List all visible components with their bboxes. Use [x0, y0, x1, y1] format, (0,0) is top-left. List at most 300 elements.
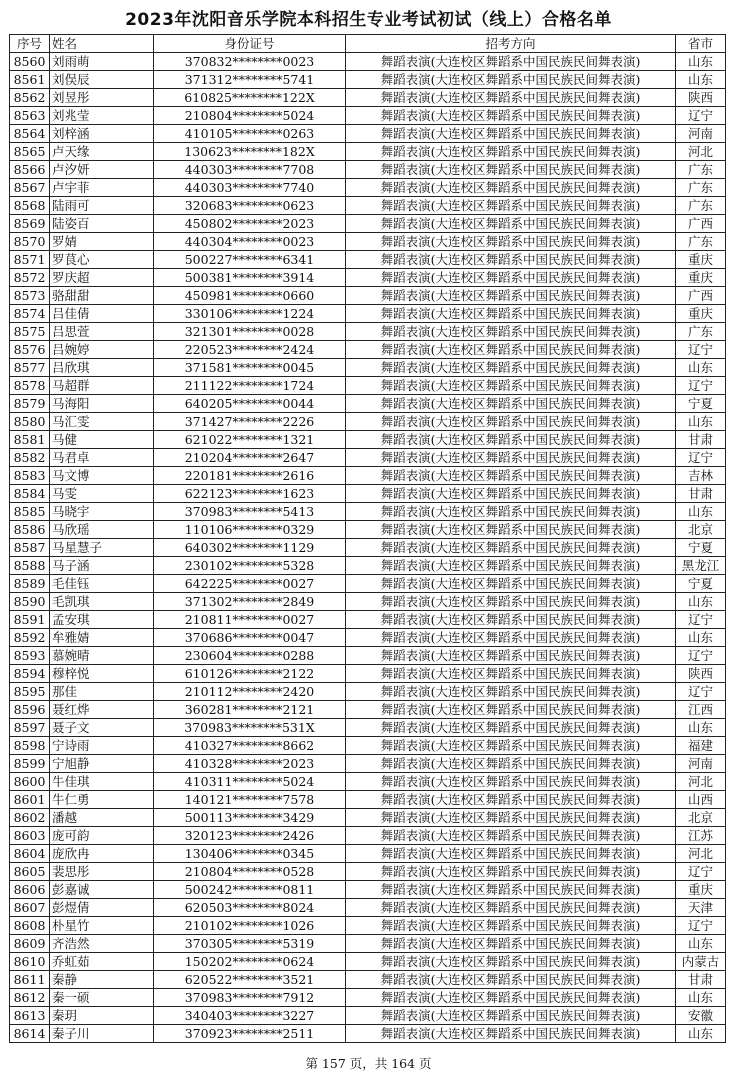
cell-name: 骆甜甜: [50, 287, 154, 305]
cell-direction: 舞蹈表演(大连校区舞蹈系中国民族民间舞表演): [346, 179, 676, 197]
page-title: 2023年沈阳音乐学院本科招生专业考试初试（线上）合格名单: [125, 10, 612, 30]
cell-id-number: 210804********0528: [154, 863, 346, 881]
table-row: [10, 449, 726, 467]
cell-direction: 舞蹈表演(大连校区舞蹈系中国民族民间舞表演): [346, 809, 676, 827]
cell-serial: 8578: [10, 377, 50, 395]
cell-direction: 舞蹈表演(大连校区舞蹈系中国民族民间舞表演): [346, 359, 676, 377]
cell-direction: 舞蹈表演(大连校区舞蹈系中国民族民间舞表演): [346, 647, 676, 665]
cell-id-number: 620522********3521: [154, 971, 346, 989]
cell-name: 宁旭静: [50, 755, 154, 773]
cell-province: 黑龙江: [676, 557, 726, 575]
cell-name: 毛佳钰: [50, 575, 154, 593]
cell-name: 吕婉婷: [50, 341, 154, 359]
table-row: [10, 899, 726, 917]
cell-province: 宁夏: [676, 539, 726, 557]
cell-province: 天津: [676, 899, 726, 917]
cell-serial: 8579: [10, 395, 50, 413]
cell-province: 重庆: [676, 881, 726, 899]
table-row: [10, 431, 726, 449]
cell-id-number: 130623********182X: [154, 143, 346, 161]
cell-id-number: 371581********0045: [154, 359, 346, 377]
cell-name: 宁诗雨: [50, 737, 154, 755]
table-row: [10, 575, 726, 593]
table-row: [10, 737, 726, 755]
cell-name: 卢汐妍: [50, 161, 154, 179]
table-row: [10, 269, 726, 287]
cell-direction: 舞蹈表演(大连校区舞蹈系中国民族民间舞表演): [346, 395, 676, 413]
table-body: [10, 53, 726, 1043]
cell-province: 重庆: [676, 251, 726, 269]
cell-id-number: 610825********122X: [154, 89, 346, 107]
cell-province: 广东: [676, 233, 726, 251]
cell-id-number: 110106********0329: [154, 521, 346, 539]
table-row: [10, 557, 726, 575]
cell-id-number: 320683********0623: [154, 197, 346, 215]
cell-province: 山东: [676, 719, 726, 737]
table-row: [10, 197, 726, 215]
table-row: [10, 53, 726, 71]
cell-province: 安徽: [676, 1007, 726, 1025]
cell-direction: 舞蹈表演(大连校区舞蹈系中国民族民间舞表演): [346, 53, 676, 71]
cell-serial: 8607: [10, 899, 50, 917]
cell-province: 山东: [676, 53, 726, 71]
cell-id-number: 440303********7740: [154, 179, 346, 197]
cell-serial: 8612: [10, 989, 50, 1007]
cell-serial: 8575: [10, 323, 50, 341]
cell-id-number: 440303********7708: [154, 161, 346, 179]
cell-id-number: 500381********3914: [154, 269, 346, 287]
cell-serial: 8571: [10, 251, 50, 269]
cell-serial: 8570: [10, 233, 50, 251]
table-row: [10, 413, 726, 431]
cell-serial: 8611: [10, 971, 50, 989]
cell-serial: 8609: [10, 935, 50, 953]
cell-name: 牟雅婧: [50, 629, 154, 647]
cell-serial: 8569: [10, 215, 50, 233]
cell-direction: 舞蹈表演(大连校区舞蹈系中国民族民间舞表演): [346, 269, 676, 287]
cell-province: 山东: [676, 989, 726, 1007]
cell-serial: 8581: [10, 431, 50, 449]
cell-id-number: 220181********2616: [154, 467, 346, 485]
cell-id-number: 371427********2226: [154, 413, 346, 431]
cell-serial: 8608: [10, 917, 50, 935]
cell-province: 甘肃: [676, 431, 726, 449]
cell-name: 牛佳琪: [50, 773, 154, 791]
cell-serial: 8563: [10, 107, 50, 125]
cell-direction: 舞蹈表演(大连校区舞蹈系中国民族民间舞表演): [346, 377, 676, 395]
cell-province: 河南: [676, 755, 726, 773]
table-row: [10, 953, 726, 971]
table-row: [10, 719, 726, 737]
cell-name: 马文博: [50, 467, 154, 485]
cell-province: 山西: [676, 791, 726, 809]
header-direction: 招考方向: [346, 35, 676, 53]
table-row: [10, 485, 726, 503]
cell-id-number: 321301********0028: [154, 323, 346, 341]
cell-name: 卢宇菲: [50, 179, 154, 197]
cell-name: 刘雨萌: [50, 53, 154, 71]
cell-serial: 8610: [10, 953, 50, 971]
cell-name: 聂红烨: [50, 701, 154, 719]
cell-serial: 8561: [10, 71, 50, 89]
cell-province: 甘肃: [676, 971, 726, 989]
cell-province: 辽宁: [676, 341, 726, 359]
cell-name: 刘梓涵: [50, 125, 154, 143]
table-row: [10, 179, 726, 197]
cell-province: 山东: [676, 359, 726, 377]
cell-serial: 8568: [10, 197, 50, 215]
cell-direction: 舞蹈表演(大连校区舞蹈系中国民族民间舞表演): [346, 305, 676, 323]
cell-name: 慕婉晴: [50, 647, 154, 665]
cell-serial: 8593: [10, 647, 50, 665]
table-row: [10, 593, 726, 611]
cell-serial: 8565: [10, 143, 50, 161]
cell-province: 山东: [676, 503, 726, 521]
cell-direction: 舞蹈表演(大连校区舞蹈系中国民族民间舞表演): [346, 593, 676, 611]
table-row: [10, 863, 726, 881]
cell-id-number: 210204********2647: [154, 449, 346, 467]
cell-serial: 8572: [10, 269, 50, 287]
cell-name: 卢天缘: [50, 143, 154, 161]
table-row: [10, 215, 726, 233]
cell-id-number: 642225********0027: [154, 575, 346, 593]
cell-id-number: 370686********0047: [154, 629, 346, 647]
cell-name: 刘兆莹: [50, 107, 154, 125]
cell-name: 聂子文: [50, 719, 154, 737]
cell-province: 山东: [676, 629, 726, 647]
cell-name: 朴星竹: [50, 917, 154, 935]
table-row: [10, 629, 726, 647]
header-province: 省市: [676, 35, 726, 53]
cell-province: 河北: [676, 845, 726, 863]
cell-direction: 舞蹈表演(大连校区舞蹈系中国民族民间舞表演): [346, 431, 676, 449]
table-row: [10, 791, 726, 809]
cell-id-number: 371312********5741: [154, 71, 346, 89]
cell-serial: 8586: [10, 521, 50, 539]
cell-province: 辽宁: [676, 683, 726, 701]
cell-name: 马欣瑶: [50, 521, 154, 539]
cell-direction: 舞蹈表演(大连校区舞蹈系中国民族民间舞表演): [346, 971, 676, 989]
cell-serial: 8580: [10, 413, 50, 431]
cell-serial: 8590: [10, 593, 50, 611]
cell-province: 山东: [676, 593, 726, 611]
cell-province: 北京: [676, 521, 726, 539]
cell-direction: 舞蹈表演(大连校区舞蹈系中国民族民间舞表演): [346, 215, 676, 233]
cell-name: 马子涵: [50, 557, 154, 575]
cell-id-number: 410327********8662: [154, 737, 346, 755]
cell-id-number: 360281********2121: [154, 701, 346, 719]
table-row: [10, 377, 726, 395]
cell-id-number: 622123********1623: [154, 485, 346, 503]
cell-id-number: 220523********2424: [154, 341, 346, 359]
cell-serial: 8602: [10, 809, 50, 827]
table-row: [10, 971, 726, 989]
cell-id-number: 340403********3227: [154, 1007, 346, 1025]
cell-province: 内蒙古: [676, 953, 726, 971]
cell-serial: 8596: [10, 701, 50, 719]
table-row: [10, 251, 726, 269]
cell-direction: 舞蹈表演(大连校区舞蹈系中国民族民间舞表演): [346, 413, 676, 431]
cell-name: 吕欣琪: [50, 359, 154, 377]
cell-direction: 舞蹈表演(大连校区舞蹈系中国民族民间舞表演): [346, 989, 676, 1007]
cell-id-number: 440304********0023: [154, 233, 346, 251]
cell-direction: 舞蹈表演(大连校区舞蹈系中国民族民间舞表演): [346, 89, 676, 107]
cell-serial: 8604: [10, 845, 50, 863]
cell-serial: 8584: [10, 485, 50, 503]
table-row: [10, 287, 726, 305]
cell-province: 广东: [676, 161, 726, 179]
table-row: [10, 881, 726, 899]
cell-name: 庞欣冉: [50, 845, 154, 863]
cell-province: 广东: [676, 323, 726, 341]
cell-name: 秦静: [50, 971, 154, 989]
cell-province: 广东: [676, 197, 726, 215]
cell-serial: 8588: [10, 557, 50, 575]
table-row: [10, 503, 726, 521]
table-row: [10, 845, 726, 863]
cell-id-number: 210804********5024: [154, 107, 346, 125]
table-row: [10, 71, 726, 89]
cell-name: 潘越: [50, 809, 154, 827]
cell-id-number: 370832********0023: [154, 53, 346, 71]
table-row: [10, 521, 726, 539]
cell-direction: 舞蹈表演(大连校区舞蹈系中国民族民间舞表演): [346, 917, 676, 935]
cell-id-number: 330106********1224: [154, 305, 346, 323]
cell-id-number: 500227********6341: [154, 251, 346, 269]
cell-serial: 8560: [10, 53, 50, 71]
cell-id-number: 371302********2849: [154, 593, 346, 611]
table-row: [10, 161, 726, 179]
cell-direction: 舞蹈表演(大连校区舞蹈系中国民族民间舞表演): [346, 1025, 676, 1043]
cell-serial: 8591: [10, 611, 50, 629]
cell-name: 马汇雯: [50, 413, 154, 431]
cell-direction: 舞蹈表演(大连校区舞蹈系中国民族民间舞表演): [346, 701, 676, 719]
table-row: [10, 611, 726, 629]
cell-id-number: 370305********5319: [154, 935, 346, 953]
cell-serial: 8597: [10, 719, 50, 737]
cell-province: 重庆: [676, 269, 726, 287]
cell-province: 山东: [676, 1025, 726, 1043]
cell-serial: 8582: [10, 449, 50, 467]
cell-id-number: 640205********0044: [154, 395, 346, 413]
cell-id-number: 211122********1724: [154, 377, 346, 395]
cell-direction: 舞蹈表演(大连校区舞蹈系中国民族民间舞表演): [346, 719, 676, 737]
cell-province: 陕西: [676, 665, 726, 683]
cell-serial: 8603: [10, 827, 50, 845]
cell-direction: 舞蹈表演(大连校区舞蹈系中国民族民间舞表演): [346, 845, 676, 863]
cell-direction: 舞蹈表演(大连校区舞蹈系中国民族民间舞表演): [346, 233, 676, 251]
cell-direction: 舞蹈表演(大连校区舞蹈系中国民族民间舞表演): [346, 665, 676, 683]
cell-province: 河北: [676, 773, 726, 791]
cell-province: 福建: [676, 737, 726, 755]
cell-direction: 舞蹈表演(大连校区舞蹈系中国民族民间舞表演): [346, 71, 676, 89]
cell-name: 马君卓: [50, 449, 154, 467]
cell-id-number: 410328********2023: [154, 755, 346, 773]
cell-direction: 舞蹈表演(大连校区舞蹈系中国民族民间舞表演): [346, 899, 676, 917]
cell-serial: 8585: [10, 503, 50, 521]
header-name: 姓名: [50, 35, 154, 53]
table-row: [10, 917, 726, 935]
cell-name: 乔虹茹: [50, 953, 154, 971]
table-row: [10, 809, 726, 827]
cell-province: 辽宁: [676, 917, 726, 935]
cell-serial: 8605: [10, 863, 50, 881]
cell-province: 河北: [676, 143, 726, 161]
cell-direction: 舞蹈表演(大连校区舞蹈系中国民族民间舞表演): [346, 503, 676, 521]
page-footer: 第 157 页，共 164 页: [305, 1056, 432, 1071]
cell-serial: 8594: [10, 665, 50, 683]
cell-direction: 舞蹈表演(大连校区舞蹈系中国民族民间舞表演): [346, 881, 676, 899]
cell-id-number: 500242********0811: [154, 881, 346, 899]
table-row: [10, 341, 726, 359]
table-row: [10, 665, 726, 683]
cell-name: 马海阳: [50, 395, 154, 413]
table-row: [10, 359, 726, 377]
cell-serial: 8606: [10, 881, 50, 899]
cell-id-number: 210112********2420: [154, 683, 346, 701]
cell-name: 彭嘉诚: [50, 881, 154, 899]
cell-province: 宁夏: [676, 575, 726, 593]
cell-id-number: 500113********3429: [154, 809, 346, 827]
cell-direction: 舞蹈表演(大连校区舞蹈系中国民族民间舞表演): [346, 953, 676, 971]
cell-direction: 舞蹈表演(大连校区舞蹈系中国民族民间舞表演): [346, 737, 676, 755]
cell-name: 陆姿百: [50, 215, 154, 233]
header-serial: 序号: [10, 35, 50, 53]
cell-id-number: 370983********531X: [154, 719, 346, 737]
cell-serial: 8566: [10, 161, 50, 179]
cell-direction: 舞蹈表演(大连校区舞蹈系中国民族民间舞表演): [346, 287, 676, 305]
cell-name: 罗庆超: [50, 269, 154, 287]
table-row: [10, 1007, 726, 1025]
cell-province: 吉林: [676, 467, 726, 485]
cell-name: 陆雨可: [50, 197, 154, 215]
cell-province: 北京: [676, 809, 726, 827]
cell-province: 辽宁: [676, 863, 726, 881]
cell-serial: 8592: [10, 629, 50, 647]
cell-direction: 舞蹈表演(大连校区舞蹈系中国民族民间舞表演): [346, 629, 676, 647]
header-id-number: 身份证号: [154, 35, 346, 53]
cell-serial: 8567: [10, 179, 50, 197]
table-row: [10, 1025, 726, 1043]
cell-serial: 8577: [10, 359, 50, 377]
cell-direction: 舞蹈表演(大连校区舞蹈系中国民族民间舞表演): [346, 323, 676, 341]
cell-name: 马雯: [50, 485, 154, 503]
cell-direction: 舞蹈表演(大连校区舞蹈系中国民族民间舞表演): [346, 1007, 676, 1025]
cell-id-number: 230102********5328: [154, 557, 346, 575]
cell-direction: 舞蹈表演(大连校区舞蹈系中国民族民间舞表演): [346, 143, 676, 161]
cell-direction: 舞蹈表演(大连校区舞蹈系中国民族民间舞表演): [346, 485, 676, 503]
table-row: [10, 683, 726, 701]
table-header-row: [10, 35, 726, 53]
cell-province: 广西: [676, 287, 726, 305]
cell-serial: 8574: [10, 305, 50, 323]
cell-id-number: 130406********0345: [154, 845, 346, 863]
cell-name: 彭煜倩: [50, 899, 154, 917]
cell-name: 秦玥: [50, 1007, 154, 1025]
cell-serial: 8564: [10, 125, 50, 143]
table-row: [10, 89, 726, 107]
cell-id-number: 370983********5413: [154, 503, 346, 521]
cell-direction: 舞蹈表演(大连校区舞蹈系中国民族民间舞表演): [346, 611, 676, 629]
cell-serial: 8583: [10, 467, 50, 485]
cell-province: 辽宁: [676, 377, 726, 395]
roster-table: [9, 34, 726, 1043]
cell-province: 辽宁: [676, 647, 726, 665]
cell-serial: 8598: [10, 737, 50, 755]
table-row: [10, 755, 726, 773]
cell-direction: 舞蹈表演(大连校区舞蹈系中国民族民间舞表演): [346, 935, 676, 953]
cell-direction: 舞蹈表演(大连校区舞蹈系中国民族民间舞表演): [346, 575, 676, 593]
cell-id-number: 230604********0288: [154, 647, 346, 665]
cell-province: 江苏: [676, 827, 726, 845]
cell-province: 山东: [676, 71, 726, 89]
cell-name: 刘俣辰: [50, 71, 154, 89]
cell-id-number: 370983********7912: [154, 989, 346, 1007]
cell-id-number: 620503********8024: [154, 899, 346, 917]
cell-serial: 8595: [10, 683, 50, 701]
cell-province: 广西: [676, 215, 726, 233]
cell-serial: 8573: [10, 287, 50, 305]
cell-serial: 8599: [10, 755, 50, 773]
table-row: [10, 107, 726, 125]
table-row: [10, 935, 726, 953]
cell-direction: 舞蹈表演(大连校区舞蹈系中国民族民间舞表演): [346, 161, 676, 179]
cell-id-number: 210102********1026: [154, 917, 346, 935]
cell-province: 辽宁: [676, 449, 726, 467]
cell-id-number: 640302********1129: [154, 539, 346, 557]
table-row: [10, 827, 726, 845]
table-row: [10, 467, 726, 485]
cell-direction: 舞蹈表演(大连校区舞蹈系中国民族民间舞表演): [346, 773, 676, 791]
cell-id-number: 140121********7578: [154, 791, 346, 809]
cell-direction: 舞蹈表演(大连校区舞蹈系中国民族民间舞表演): [346, 197, 676, 215]
cell-name: 刘昱彤: [50, 89, 154, 107]
cell-province: 宁夏: [676, 395, 726, 413]
cell-serial: 8613: [10, 1007, 50, 1025]
table-row: [10, 647, 726, 665]
cell-serial: 8601: [10, 791, 50, 809]
cell-direction: 舞蹈表演(大连校区舞蹈系中国民族民间舞表演): [346, 125, 676, 143]
cell-serial: 8576: [10, 341, 50, 359]
table-row: [10, 539, 726, 557]
cell-id-number: 320123********2426: [154, 827, 346, 845]
cell-province: 江西: [676, 701, 726, 719]
cell-name: 毛凯琪: [50, 593, 154, 611]
table-row: [10, 233, 726, 251]
cell-name: 吕佳倩: [50, 305, 154, 323]
cell-id-number: 150202********0624: [154, 953, 346, 971]
cell-direction: 舞蹈表演(大连校区舞蹈系中国民族民间舞表演): [346, 251, 676, 269]
cell-name: 穆梓悦: [50, 665, 154, 683]
cell-province: 甘肃: [676, 485, 726, 503]
cell-name: 吕思萱: [50, 323, 154, 341]
cell-name: 马超群: [50, 377, 154, 395]
table-row: [10, 143, 726, 161]
cell-name: 罗茛心: [50, 251, 154, 269]
cell-direction: 舞蹈表演(大连校区舞蹈系中国民族民间舞表演): [346, 863, 676, 881]
cell-name: 那佳: [50, 683, 154, 701]
cell-id-number: 621022********1321: [154, 431, 346, 449]
cell-serial: 8587: [10, 539, 50, 557]
cell-name: 罗婧: [50, 233, 154, 251]
cell-direction: 舞蹈表演(大连校区舞蹈系中国民族民间舞表演): [346, 557, 676, 575]
cell-province: 广东: [676, 179, 726, 197]
cell-direction: 舞蹈表演(大连校区舞蹈系中国民族民间舞表演): [346, 341, 676, 359]
cell-province: 陕西: [676, 89, 726, 107]
cell-direction: 舞蹈表演(大连校区舞蹈系中国民族民间舞表演): [346, 539, 676, 557]
cell-id-number: 410311********5024: [154, 773, 346, 791]
cell-direction: 舞蹈表演(大连校区舞蹈系中国民族民间舞表演): [346, 827, 676, 845]
